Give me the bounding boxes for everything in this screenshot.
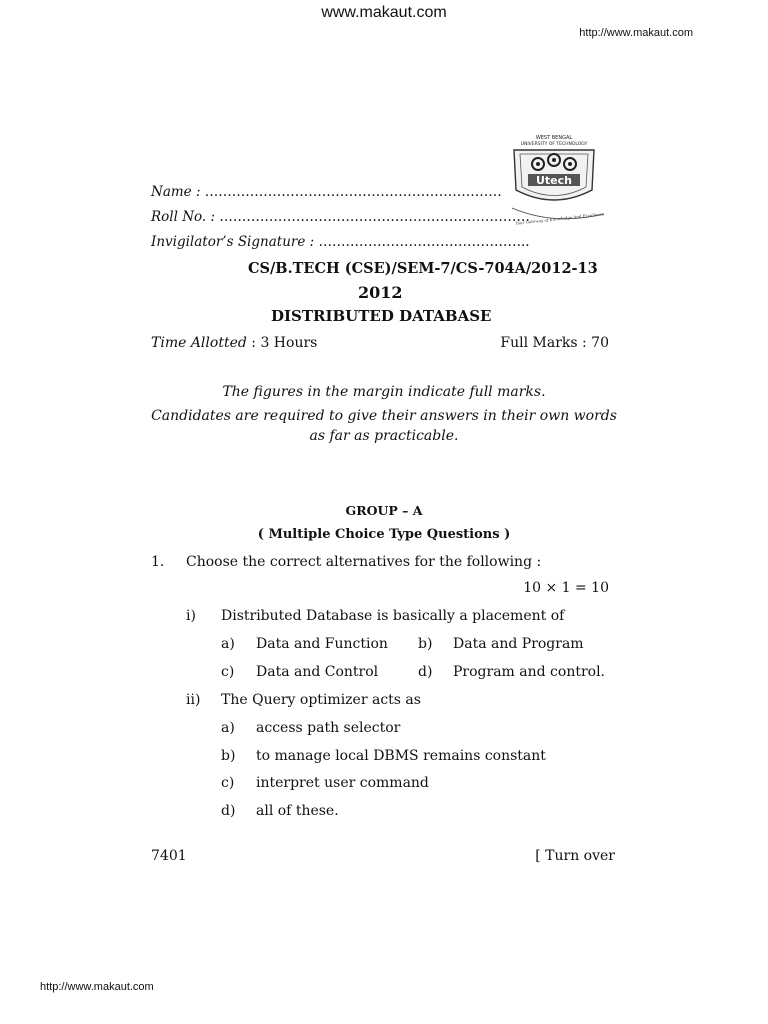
group-subtitle: ( Multiple Choice Type Questions ) (257, 527, 511, 542)
name-field[interactable] (151, 184, 502, 200)
instruction-line-2: Candidates are required to give their answers in their own words (151, 408, 617, 424)
option-label: b) (418, 636, 433, 652)
exam-code: CS/B.TECH (CSE)/SEM-7/CS-704A/2012-13 (248, 260, 598, 277)
subq-text: The Query optimizer acts as (221, 692, 421, 708)
invigilator-label: Invigilator’s Signature : (151, 234, 315, 250)
time-label: Time Allotted (151, 335, 247, 351)
option-text[interactable]: to manage local DBMS remains constant (256, 748, 546, 764)
svg-text:UNIVERSITY OF TECHNOLOGY: UNIVERSITY OF TECHNOLOGY (520, 142, 588, 147)
full-marks: Full Marks : 70 (500, 335, 609, 351)
group-title: GROUP – A (345, 503, 423, 518)
subq-number: i) (186, 608, 196, 624)
option-text[interactable]: interpret user command (256, 775, 429, 791)
page-code: 7401 (151, 848, 187, 864)
question-marks: 10 × 1 = 10 (523, 580, 609, 596)
option-label: c) (221, 775, 235, 791)
svg-text:Your Gateway of Knowledge And: Your Gateway of Knowledge And Excellence (515, 211, 605, 226)
top-url[interactable]: http://www.makaut.com (579, 27, 693, 39)
option-text[interactable]: access path selector (256, 720, 401, 736)
turn-over-label: [ Turn over (535, 848, 615, 864)
option-label: d) (418, 664, 433, 680)
name-label: Name : (151, 184, 201, 200)
site-header: www.makaut.com (321, 4, 447, 21)
option-text[interactable]: Data and Control (256, 664, 379, 680)
instruction-line-3: as far as practicable. (309, 428, 459, 444)
instruction-line-1: The figures in the margin indicate full marks. (222, 384, 546, 400)
option-text[interactable]: Data and Function (256, 636, 388, 652)
exam-subject: DISTRIBUTED DATABASE (271, 307, 492, 325)
exam-year: 2012 (358, 283, 403, 302)
question-text: Choose the correct alternatives for the following : (186, 554, 542, 570)
seal-utech-text: Utech (535, 174, 573, 187)
option-label: a) (221, 636, 235, 652)
subq-number: ii) (186, 692, 201, 708)
option-label: d) (221, 803, 236, 819)
seal-arc-text: WEST BENGAL (535, 135, 573, 141)
option-label: b) (221, 748, 236, 764)
subq-text: Distributed Database is basically a placement of (221, 608, 565, 624)
option-text[interactable]: Program and control. (453, 664, 606, 680)
option-label: c) (221, 664, 235, 680)
time-value: : 3 Hours (251, 335, 318, 351)
invigilator-dots: ……………………………………….. (318, 234, 530, 250)
name-dots: ………………………………………………………… (204, 184, 502, 200)
option-text[interactable]: all of these. (256, 803, 339, 819)
time-allotted (151, 335, 317, 351)
question-number: 1. (151, 554, 165, 570)
bottom-url[interactable]: http://www.makaut.com (40, 981, 154, 993)
option-text[interactable]: Data and Program (453, 636, 584, 652)
roll-field[interactable] (151, 209, 530, 225)
option-label: a) (221, 720, 235, 736)
roll-label: Roll No. : (151, 209, 216, 225)
invigilator-field[interactable] (151, 234, 530, 250)
roll-dots: …………………………………………………………… (219, 209, 530, 225)
